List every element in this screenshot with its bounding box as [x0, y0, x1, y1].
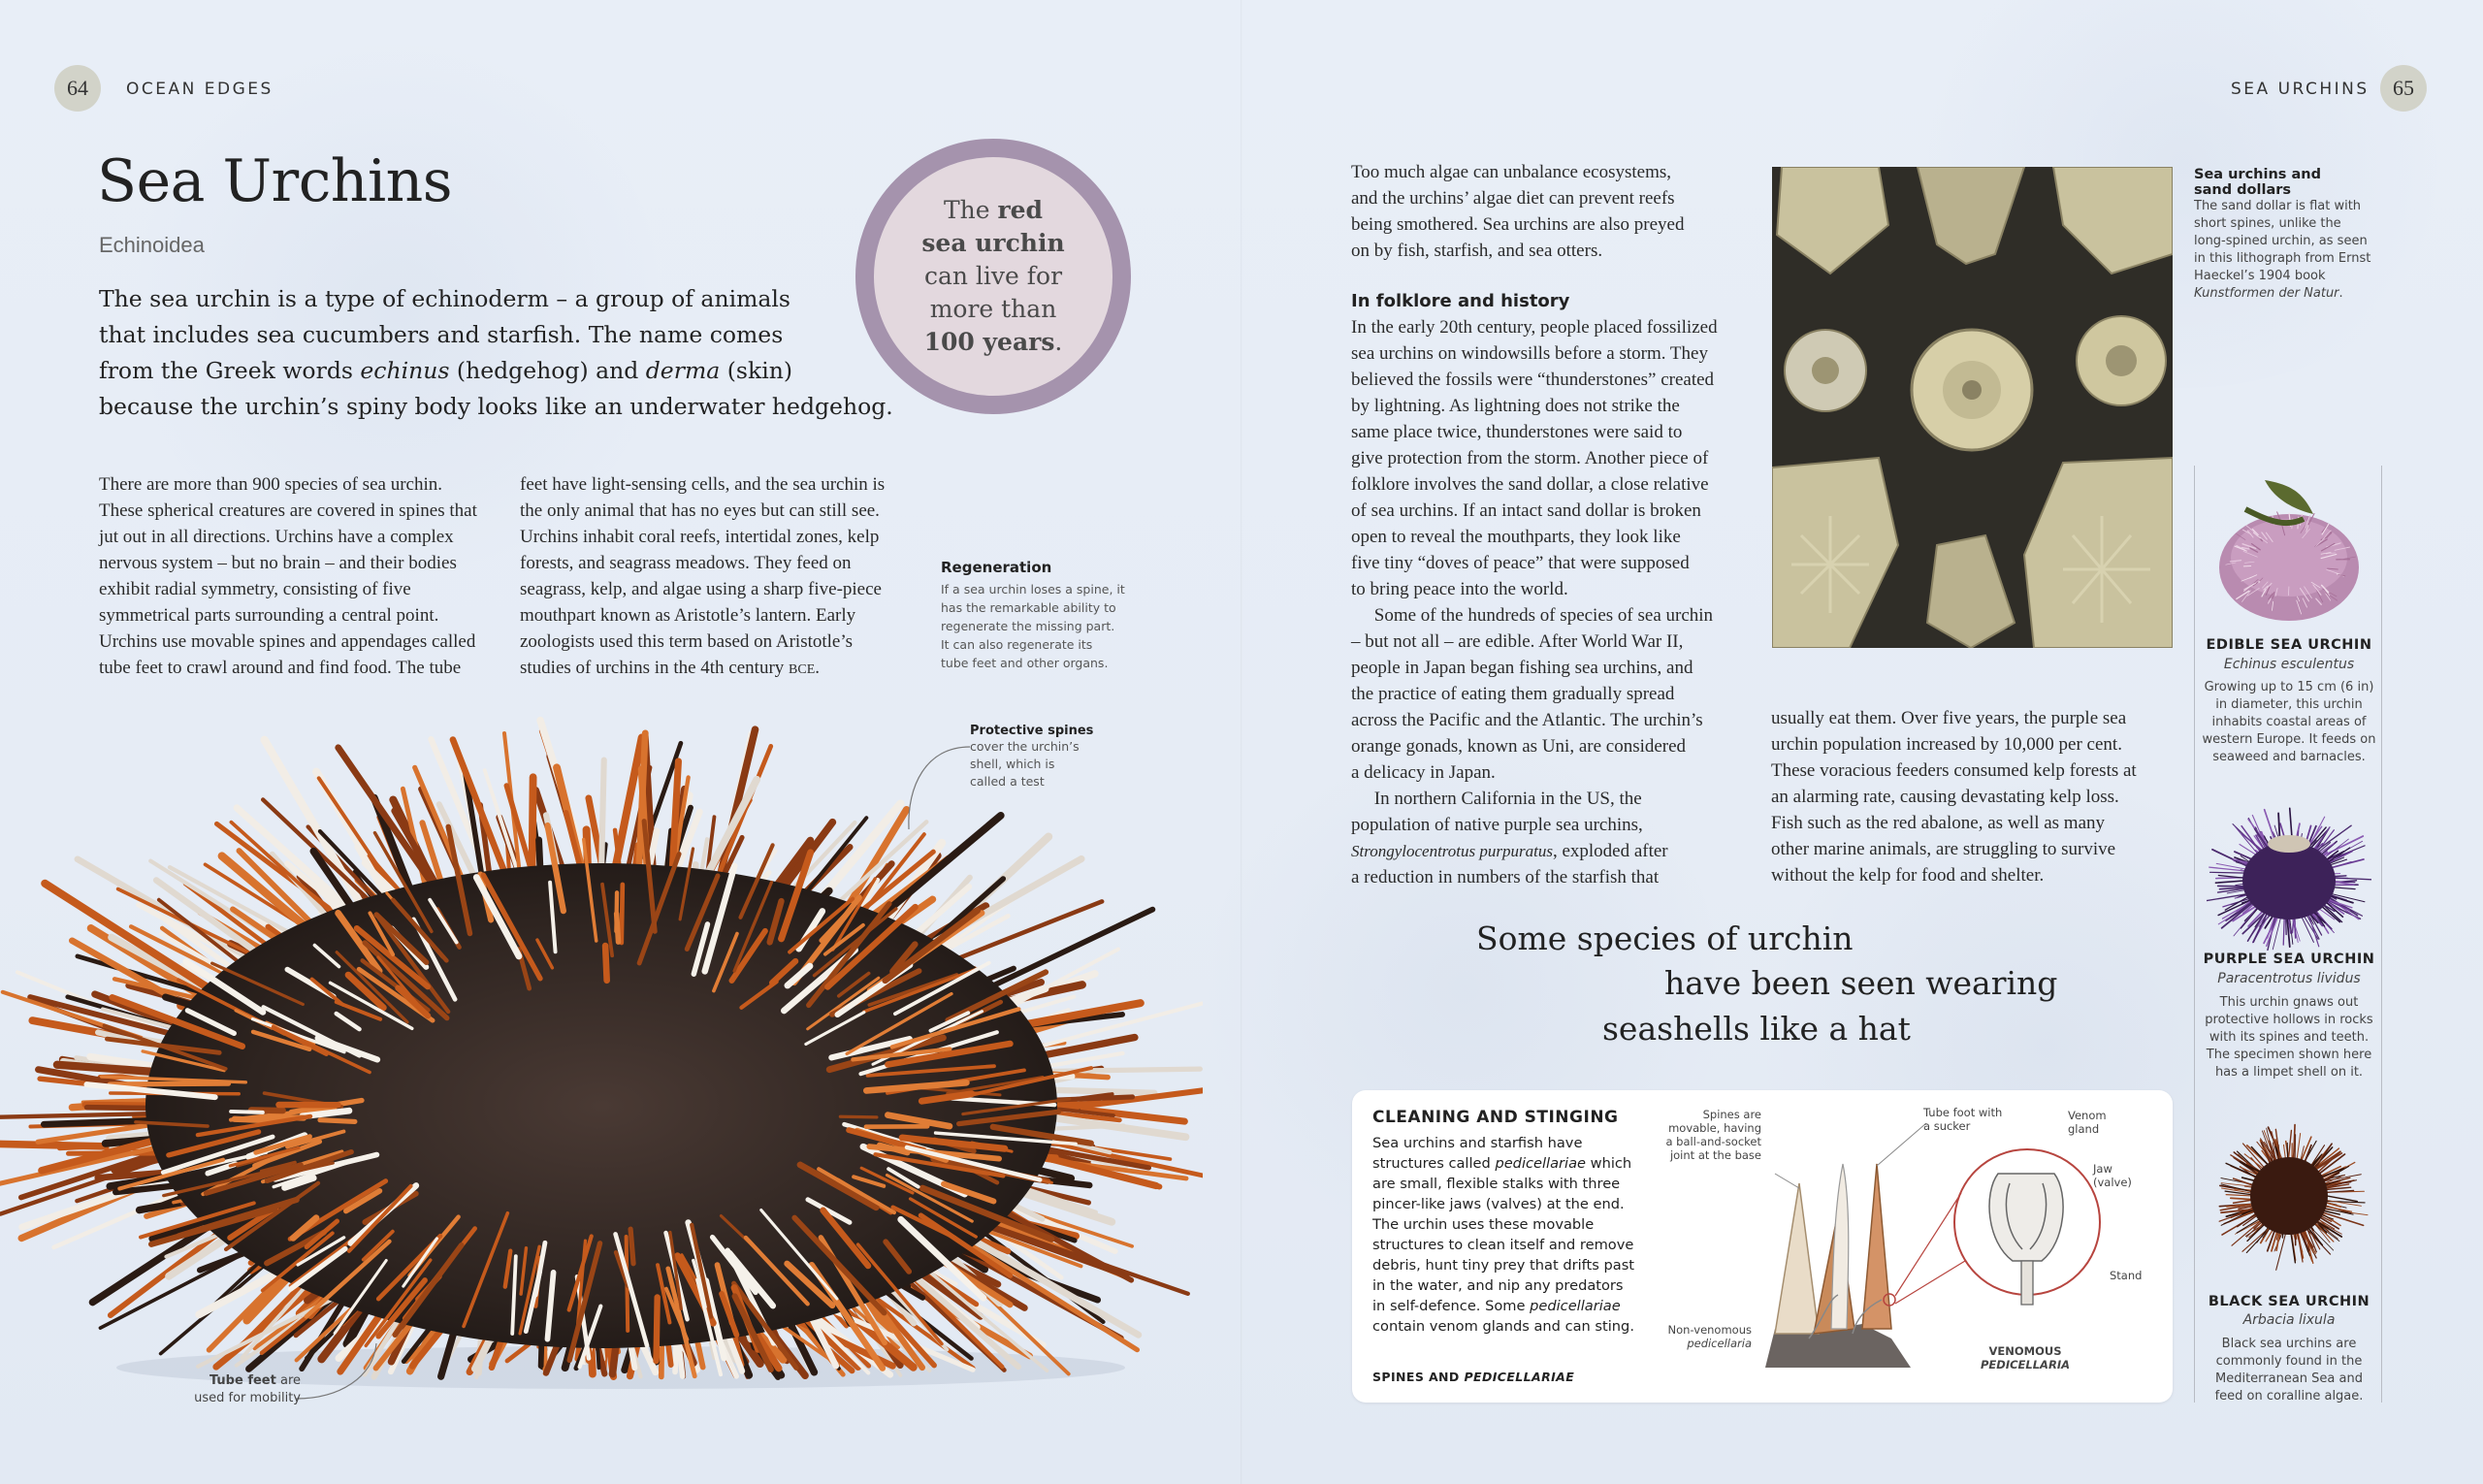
- box-line: debris, hunt tiny prey that drifts past: [1372, 1257, 1635, 1274]
- spine: [2288, 587, 2289, 596]
- caption-line: long-spined urchin, as seen: [2194, 234, 2368, 248]
- body-line: open to reveal the mouthparts, they look like: [1351, 527, 1681, 547]
- tubefeet-tail: are: [275, 1373, 301, 1388]
- callout-text: .: [1054, 328, 1063, 356]
- spine: [657, 1298, 658, 1362]
- diagram-label-line: Jaw: [2093, 1162, 2112, 1176]
- body-line: a delicacy in Japan.: [1351, 762, 1496, 783]
- diagram-label-line: Venom: [2068, 1109, 2107, 1122]
- diagram-label-line: a ball-and-socket: [1665, 1135, 1761, 1148]
- body-line: the only animal that has no eyes but can still see.: [520, 500, 880, 521]
- label-venomous: [1979, 1344, 2072, 1371]
- box-line: [1372, 1296, 1644, 1316]
- left-page-number: [54, 65, 101, 112]
- label-jaw: [2093, 1162, 2132, 1189]
- body-line: tube feet to crawl around and find food. The tube: [99, 658, 462, 678]
- callout-bold: sea urchin: [921, 229, 1065, 257]
- label-spines: [1661, 1108, 1761, 1162]
- regeneration-note: [941, 559, 1135, 672]
- left-page-number-text: 64: [67, 76, 88, 100]
- body-line: population of native purple sea urchins,: [1351, 815, 1643, 835]
- intro-italic: echinus: [360, 357, 450, 384]
- box-line: Sea urchins and starfish have: [1372, 1135, 1583, 1151]
- species-latin: Arbacia lixula: [2242, 1312, 2336, 1328]
- spine: [840, 1116, 877, 1117]
- caption-line: If a sea urchin loses a spine, it: [941, 582, 1125, 597]
- box-text: [1372, 1133, 1644, 1337]
- body-line: Fish such as the red abalone, as well as many: [1771, 813, 2106, 833]
- body-line: on by fish, starfish, and sea otters.: [1351, 241, 1603, 261]
- lithograph-caption: [2194, 167, 2388, 303]
- box-line: pincer-like jaws (valves) at the end.: [1372, 1196, 1625, 1212]
- body-line: symmetrical parts surrounding a central point.: [99, 605, 439, 626]
- body-line: and the urchins’ algae diet can prevent reefs: [1351, 188, 1675, 209]
- body-line: feet have light-sensing cells, and the sea urchin is: [520, 474, 886, 495]
- intro-line: [99, 353, 836, 389]
- spine: [2209, 867, 2250, 871]
- body-line: seagrass, kelp, and algae using a sharp five-piece: [520, 579, 882, 599]
- spine: [231, 1112, 263, 1113]
- diagram-label-line: joint at the base: [1669, 1148, 1761, 1162]
- label-venom-gland: [2068, 1109, 2107, 1136]
- species-latin: Paracentrotus lividus: [2217, 971, 2361, 986]
- caption-text: .: [2338, 286, 2343, 301]
- spine: [2297, 1134, 2301, 1162]
- intro-text: (hedgehog) and: [449, 357, 646, 384]
- callout-text: can live for: [923, 262, 1063, 290]
- body-line: an alarming rate, causing devastating kelp loss.: [1771, 787, 2119, 807]
- body-line: without the kelp for food and shelter.: [1771, 865, 2045, 886]
- body-line: exhibit radial symmetry, consisting of five: [99, 579, 411, 599]
- species-latin: Echinus esculentus: [2223, 657, 2355, 672]
- body-line: sea urchins on windowsills before a storm. They: [1351, 343, 1708, 364]
- caption-line: has the remarkable ability to: [941, 600, 1116, 615]
- desc-line: Mediterranean Sea and: [2215, 1371, 2363, 1386]
- pedicellaria-diagram: [1746, 1106, 2134, 1368]
- box-line: structures to clean itself and remove: [1372, 1237, 1634, 1253]
- species-name: PURPLE SEA URCHIN: [2203, 952, 2375, 967]
- intro-italic: derma: [645, 357, 721, 384]
- box-footer: [1372, 1370, 1574, 1384]
- caption-line: called a test: [970, 774, 1045, 789]
- pull-quote-line: have been seen wearing: [1664, 964, 2058, 1002]
- body-line: [1351, 838, 1768, 864]
- caption-line: cover the urchin’s: [970, 739, 1080, 754]
- caption-line: tube feet and other organs.: [941, 656, 1109, 670]
- spines-leader-line: [897, 737, 975, 834]
- box-line: contain venom glands and can sting.: [1372, 1318, 1634, 1335]
- litho-head: sand dollars: [2194, 182, 2292, 198]
- fact-callout: [855, 139, 1131, 414]
- body-line: people in Japan began fishing sea urchins, and: [1351, 658, 1693, 678]
- litho-head: Sea urchins and: [2194, 167, 2321, 182]
- left-running-head: OCEAN EDGES: [126, 80, 274, 99]
- spine: [320, 1120, 355, 1122]
- box-italic: pedicellariae: [1530, 1298, 1621, 1314]
- tube-feet-label: [184, 1372, 301, 1407]
- body-line: [520, 655, 908, 683]
- diagram-label-line: gland: [2068, 1122, 2100, 1136]
- diagram-label-line: Tube foot with: [1923, 1106, 2003, 1119]
- body-line: nervous system – but no brain – and their bodies: [99, 553, 457, 573]
- desc-line: commonly found in the: [2215, 1354, 2363, 1369]
- caption-line: in this lithograph from Ernst: [2194, 251, 2371, 266]
- spine: [605, 946, 607, 981]
- right-running-head: SEA URCHINS: [2231, 80, 2370, 99]
- label-tube-foot: [1923, 1106, 2002, 1133]
- desc-line: has a limpet shell on it.: [2214, 1065, 2364, 1080]
- species-sidebar-rule: [2194, 466, 2195, 1403]
- body-text: .: [815, 658, 821, 678]
- body-line: usually eat them. Over five years, the purple sea: [1771, 708, 2127, 728]
- species-desc: [2194, 1336, 2384, 1405]
- desc-line: with its spines and teeth.: [2209, 1030, 2370, 1045]
- footer-italic: PEDICELLARIAE: [1464, 1370, 1575, 1384]
- box-text-span: structures called: [1372, 1155, 1496, 1172]
- bce-smallcaps: BCE: [789, 662, 816, 677]
- box-title: CLEANING AND STINGING: [1372, 1108, 1619, 1127]
- right-body-column-2: [1771, 705, 2178, 888]
- body-line: Some of the hundreds of species of sea urchin: [1351, 605, 1714, 626]
- right-page-number-text: 65: [2393, 76, 2414, 100]
- body-line: In the early 20th century, people placed fossilized: [1351, 317, 1718, 338]
- body-line: There are more than 900 species of sea urchin.: [99, 474, 442, 495]
- body-line: These voracious feeders consumed kelp forests at: [1771, 760, 2137, 781]
- box-line: [1372, 1153, 1644, 1174]
- body-line: five tiny “doves of peace” that were supposed: [1351, 553, 1690, 573]
- body-line: a reduction in numbers of the starfish that: [1351, 867, 1660, 887]
- spine: [2248, 820, 2272, 851]
- page-subtitle: Echinoidea: [99, 233, 205, 257]
- caption-italic: Kunstformen der Natur: [2194, 286, 2339, 301]
- tubefeet-leader-line: [291, 1339, 388, 1406]
- body-line: being smothered. Sea urchins are also preyed: [1351, 214, 1685, 235]
- caption-line: used for mobility: [194, 1391, 301, 1405]
- body-line: of sea urchins. If an intact sand dollar is broken: [1351, 500, 1701, 521]
- body-line: give protection from the storm. Another piece of: [1351, 448, 1709, 468]
- body-line: Urchins use movable spines and appendages called: [99, 631, 476, 652]
- body-line: urchin population increased by 10,000 per cent.: [1771, 734, 2122, 755]
- pull-quote-line: Some species of urchin: [1476, 919, 1854, 957]
- body-line: jut out in all directions. Urchins have a complex: [99, 527, 454, 547]
- caption-line: Haeckel’s 1904 book: [2194, 269, 2326, 283]
- callout-bold: red: [997, 196, 1044, 224]
- callout-bold: 100 years: [923, 328, 1055, 356]
- box-line: are small, flexible stalks with three: [1372, 1176, 1621, 1192]
- intro-paragraph: [99, 281, 893, 425]
- box-italic: pedicellariae: [1495, 1155, 1587, 1172]
- intro-line: because the urchin’s spiny body looks like an underwater hedgehog.: [99, 393, 893, 420]
- species-desc: [2194, 994, 2384, 1081]
- caption-line: shell, which is: [970, 757, 1055, 771]
- spread-gutter: [1241, 0, 1242, 1484]
- spines-label-head: Protective spines: [970, 724, 1094, 738]
- body-line: – but not all – are edible. After World War II,: [1351, 631, 1684, 652]
- desc-line: seaweed and barnacles.: [2212, 750, 2366, 764]
- spine: [622, 885, 623, 943]
- body-line: In northern California in the US, the: [1351, 789, 1642, 809]
- right-body-column-1: [1351, 159, 1768, 890]
- species-sidebar-rule: [2381, 466, 2382, 1403]
- body-line: orange gonads, known as Uni, are considered: [1351, 736, 1687, 757]
- footer-text: SPINES AND: [1372, 1370, 1465, 1384]
- red-sea-urchin-illustration: [0, 698, 1203, 1397]
- body-line: forests, and seagrass meadows. They feed on: [520, 553, 852, 573]
- diagram-label-line: (valve): [2093, 1176, 2132, 1189]
- edible-sea-urchin-image: [2207, 461, 2371, 630]
- box-line: The urchin uses these movable: [1372, 1216, 1595, 1233]
- body-column-2: [520, 471, 908, 683]
- caption-line: [2194, 285, 2388, 303]
- diagram-label-line: Non-venomous: [1667, 1323, 1752, 1337]
- body-line: folklore involves the sand dollar, a close relative: [1351, 474, 1709, 495]
- body-italic: Strongylocentrotus purpuratus: [1351, 842, 1553, 860]
- page-title: Sea Urchins: [97, 147, 453, 215]
- box-line: in the water, and nip any predators: [1372, 1277, 1624, 1294]
- desc-line: This urchin gnaws out: [2219, 995, 2359, 1010]
- label-stand: Stand: [2110, 1269, 2143, 1282]
- tubefeet-head: Tube feet: [209, 1373, 276, 1388]
- diagram-label-line: VENOMOUS: [1988, 1344, 2062, 1358]
- desc-line: in diameter, this urchin: [2215, 697, 2363, 712]
- body-line: believed the fossils were “thunderstones” created: [1351, 370, 1715, 390]
- species-desc: [2194, 679, 2384, 766]
- folklore-head: In folklore and history: [1351, 291, 1570, 311]
- body-text: , exploded after: [1552, 841, 1668, 861]
- callout-text: more than: [929, 295, 1057, 323]
- species-name: EDIBLE SEA URCHIN: [2206, 637, 2372, 653]
- body-line: Too much algae can unbalance ecosystems,: [1351, 162, 1671, 182]
- desc-line: Growing up to 15 cm (6 in): [2204, 680, 2374, 694]
- purple-sea-urchin-image: [2207, 805, 2371, 951]
- haeckel-lithograph: [1772, 167, 2173, 648]
- label-nonvenomous: [1659, 1323, 1752, 1350]
- intro-line: that includes sea cucumbers and starfish. The name comes: [99, 321, 784, 348]
- desc-line: Black sea urchins are: [2221, 1337, 2357, 1351]
- desc-line: feed on coralline algae.: [2214, 1389, 2364, 1403]
- box-text-span: in self-defence. Some: [1372, 1298, 1531, 1314]
- pull-quote-line: seashells like a hat: [1602, 1010, 1911, 1048]
- body-line: across the Pacific and the Atlantic. The urchin’s: [1351, 710, 1703, 730]
- regeneration-head: Regeneration: [941, 559, 1052, 576]
- intro-line: The sea urchin is a type of echinoderm – a group of animals: [99, 285, 790, 312]
- body-line: the practice of eating them gradually spread: [1351, 684, 1675, 704]
- body-line: These spherical creatures are covered in spines that: [99, 500, 477, 521]
- caption-line: The sand dollar is flat with: [2194, 199, 2362, 213]
- desc-line: protective hollows in rocks: [2205, 1013, 2373, 1027]
- spine: [617, 914, 619, 942]
- diagram-label-line: pedicellaria: [1687, 1337, 1752, 1350]
- body-column-1: [99, 471, 506, 681]
- body-line: mouthpart known as Aristotle’s lantern. Early: [520, 605, 856, 626]
- diagram-label-line: a sucker: [1923, 1119, 1971, 1133]
- protective-spines-label: [970, 724, 1125, 790]
- body-line: other marine animals, are struggling to survive: [1771, 839, 2116, 859]
- caption-line: regenerate the missing part.: [941, 619, 1115, 633]
- intro-text: from the Greek words: [99, 357, 361, 384]
- body-line: to bring peace into the world.: [1351, 579, 1568, 599]
- right-page-number: [2380, 65, 2427, 112]
- desc-line: western Europe. It feeds on: [2202, 732, 2376, 747]
- black-sea-urchin-image: [2207, 1111, 2371, 1280]
- body-line: zoologists used this term based on Aristotle’s: [520, 631, 854, 652]
- caption-line: It can also regenerate its: [941, 637, 1093, 652]
- body-line: same place twice, thunderstones were said to: [1351, 422, 1683, 442]
- body-line: Urchins inhabit coral reefs, intertidal zones, kelp: [520, 527, 880, 547]
- diagram-label-line: Spines are: [1702, 1108, 1761, 1121]
- callout-text: The: [943, 196, 998, 224]
- caption-line: short spines, unlike the: [2194, 216, 2341, 231]
- spine: [110, 1083, 228, 1084]
- desc-line: The specimen shown here: [2206, 1048, 2372, 1062]
- intro-text: (skin): [720, 357, 793, 384]
- diagram-label-line: movable, having: [1668, 1121, 1761, 1135]
- body-line: by lightning. As lightning does not strike the: [1351, 396, 1680, 416]
- box-text-span: which: [1586, 1155, 1632, 1172]
- spine: [630, 1229, 633, 1264]
- body-text: studies of urchins in the 4th century: [520, 658, 790, 678]
- desc-line: inhabits coastal areas of: [2211, 715, 2367, 729]
- diagram-label-line: PEDICELLARIA: [1981, 1358, 2070, 1371]
- species-name: BLACK SEA URCHIN: [2208, 1294, 2370, 1309]
